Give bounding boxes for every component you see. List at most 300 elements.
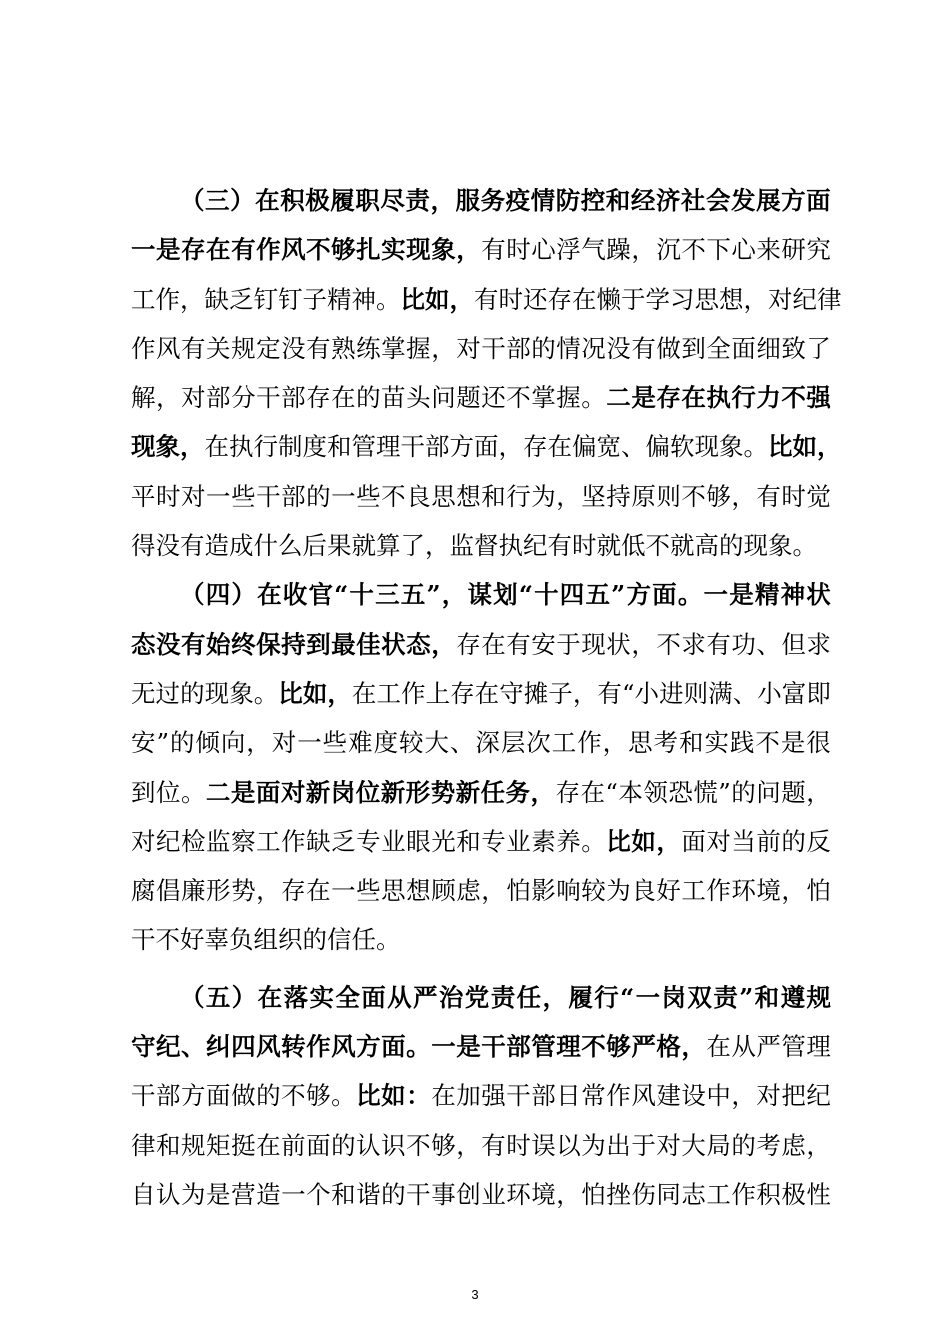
text-line bbox=[131, 1121, 831, 1170]
text-char: 不 bbox=[506, 383, 531, 413]
bold-char: 极 bbox=[305, 186, 330, 215]
text-char: 的 bbox=[781, 826, 806, 856]
bold-char: 谋 bbox=[467, 580, 492, 610]
text-char: 够 bbox=[306, 1081, 331, 1111]
bold-char: 服 bbox=[455, 186, 481, 215]
bold-char: 有 bbox=[181, 629, 206, 659]
text-char: 执 bbox=[498, 531, 523, 561]
text-char: 时 bbox=[498, 284, 523, 314]
text-char: 和 bbox=[481, 481, 506, 511]
bold-char: 始 bbox=[206, 629, 231, 659]
text-line bbox=[131, 422, 842, 471]
text-char: 富 bbox=[781, 678, 807, 708]
text-char: 握 bbox=[556, 383, 581, 413]
text-char: 倾 bbox=[195, 728, 220, 758]
text-char: 规 bbox=[231, 333, 256, 363]
text-char: 算 bbox=[376, 531, 401, 561]
text-line bbox=[131, 521, 831, 570]
bold-char: 四 bbox=[231, 1032, 256, 1062]
bold-char: 三 bbox=[205, 186, 230, 215]
text-char: 慌 bbox=[693, 777, 718, 807]
text-char: 究 bbox=[806, 235, 831, 265]
bold-char: 务 bbox=[505, 777, 531, 807]
text-char: 思 bbox=[381, 876, 406, 906]
bold-char: 扎 bbox=[356, 235, 381, 265]
text-char: 加 bbox=[456, 1081, 481, 1111]
text-char: 自 bbox=[131, 1179, 156, 1209]
bold-char: ， bbox=[456, 235, 481, 265]
bold-char: 格 bbox=[656, 1032, 681, 1062]
text-char: 安 bbox=[531, 629, 556, 659]
text-char: 的 bbox=[731, 1130, 756, 1160]
text-char: 在 bbox=[481, 629, 506, 659]
text-line bbox=[131, 176, 831, 225]
bold-char: 态 bbox=[131, 629, 156, 659]
text-char: 信 bbox=[327, 925, 352, 955]
text-char: 不 bbox=[681, 481, 706, 511]
text-char: 研 bbox=[781, 235, 806, 265]
text-char: 作 bbox=[401, 678, 426, 708]
text-char: ， bbox=[481, 876, 506, 906]
text-char: 到 bbox=[131, 777, 156, 807]
text-char: 风 bbox=[631, 1081, 656, 1111]
text-char: 为 bbox=[181, 1179, 206, 1209]
text-char: 不 bbox=[656, 629, 681, 659]
text-char: 工 bbox=[131, 284, 156, 314]
text-char: 出 bbox=[606, 1130, 631, 1160]
bold-char: 管 bbox=[531, 1032, 556, 1062]
bold-char: 疫 bbox=[505, 186, 531, 215]
text-char: 细 bbox=[756, 333, 781, 363]
text-char: 事 bbox=[431, 1179, 456, 1209]
text-char: 矩 bbox=[206, 1130, 231, 1160]
text-char: 干 bbox=[481, 333, 506, 363]
text-char: 乏 bbox=[331, 826, 356, 856]
text-char: 偏 bbox=[645, 432, 670, 462]
bold-char: “ bbox=[620, 982, 635, 1012]
bold-char: 控 bbox=[580, 186, 606, 215]
bold-char: 五 bbox=[400, 580, 426, 610]
text-char: 层 bbox=[500, 728, 526, 758]
text-char: 么 bbox=[278, 531, 303, 561]
text-char: ， bbox=[572, 678, 598, 708]
text-char: 解 bbox=[131, 383, 156, 413]
bold-char: ， bbox=[430, 186, 455, 215]
text-char: ， bbox=[256, 876, 281, 906]
text-char: 的 bbox=[381, 1179, 406, 1209]
text-char: 管 bbox=[351, 432, 376, 462]
bold-char: 岗 bbox=[661, 982, 687, 1012]
text-char: 作 bbox=[281, 826, 306, 856]
text-char: 有 bbox=[756, 481, 781, 511]
text-char: 求 bbox=[681, 629, 706, 659]
text-char: 握 bbox=[406, 333, 431, 363]
text-char: 践 bbox=[729, 728, 755, 758]
text-char: 一 bbox=[331, 481, 356, 511]
text-char: 方 bbox=[449, 432, 474, 462]
text-char: 好 bbox=[656, 876, 681, 906]
bold-char: ） bbox=[231, 982, 257, 1012]
bold-char: 现 bbox=[131, 432, 156, 462]
text-char: 怕 bbox=[581, 1179, 606, 1209]
text-char: 养 bbox=[556, 826, 581, 856]
text-char: 难 bbox=[348, 728, 373, 758]
bold-char: 守 bbox=[131, 1032, 156, 1062]
text-char: 营 bbox=[231, 1179, 256, 1209]
text-char: 神 bbox=[351, 284, 376, 314]
text-char: 有 bbox=[597, 678, 622, 708]
text-char: 。 bbox=[253, 678, 279, 708]
bold-char: 划 bbox=[493, 580, 518, 610]
text-char: 谐 bbox=[356, 1179, 381, 1209]
text-char: 定 bbox=[256, 333, 281, 363]
text-char: 虑 bbox=[781, 1130, 806, 1160]
text-char: 环 bbox=[506, 1179, 531, 1209]
text-char: 对 bbox=[181, 383, 206, 413]
text-char: 于 bbox=[556, 629, 581, 659]
bold-char: 比 bbox=[278, 678, 303, 708]
text-char: 够 bbox=[431, 1130, 456, 1160]
bold-char: 经 bbox=[630, 186, 656, 215]
text-char: 现 bbox=[581, 629, 606, 659]
text-char: 有 bbox=[181, 333, 206, 363]
text-char: 个 bbox=[306, 1179, 331, 1209]
text-char: 思 bbox=[628, 728, 653, 758]
bold-char: 到 bbox=[306, 629, 331, 659]
bold-char: 对 bbox=[280, 777, 306, 807]
text-char: 过 bbox=[155, 678, 181, 708]
text-char: 还 bbox=[523, 284, 548, 314]
text-char: 则 bbox=[683, 678, 709, 708]
text-char: 则 bbox=[656, 481, 681, 511]
text-line bbox=[131, 225, 831, 274]
text-line bbox=[131, 620, 831, 669]
text-char: 习 bbox=[670, 284, 695, 314]
text-char: 纪 bbox=[523, 531, 548, 561]
bold-char: 和 bbox=[605, 186, 631, 215]
text-char: 题 bbox=[456, 383, 481, 413]
bold-char: 终 bbox=[231, 629, 256, 659]
bold-char: 是 bbox=[729, 580, 754, 610]
text-line bbox=[131, 866, 831, 915]
text-char: 钉 bbox=[278, 284, 303, 314]
text-char: 有 bbox=[547, 531, 572, 561]
text-char: 在 bbox=[572, 284, 597, 314]
text-char: 在 bbox=[204, 432, 229, 462]
bold-char: 势 bbox=[430, 777, 456, 807]
bold-char: 实 bbox=[381, 235, 406, 265]
text-char: 气 bbox=[581, 235, 606, 265]
text-char: ， bbox=[556, 1179, 581, 1209]
bold-char: 形 bbox=[405, 777, 431, 807]
text-char: 纪 bbox=[792, 284, 817, 314]
text-char: 想 bbox=[456, 481, 481, 511]
text-char: 子 bbox=[548, 678, 573, 708]
text-char: 求 bbox=[806, 629, 831, 659]
text-char: 极 bbox=[781, 1179, 806, 1209]
text-char: “ bbox=[605, 777, 618, 807]
bold-char: 在 bbox=[681, 383, 706, 413]
text-char: 心 bbox=[531, 235, 556, 265]
bold-char: （ bbox=[180, 186, 205, 215]
bold-char: ， bbox=[431, 629, 456, 659]
text-char: 头 bbox=[406, 383, 431, 413]
text-char: 面 bbox=[474, 432, 499, 462]
text-char: 干 bbox=[506, 1081, 531, 1111]
text-char: 。 bbox=[743, 432, 768, 462]
text-char: 后 bbox=[302, 531, 327, 561]
bold-char: 方 bbox=[781, 186, 806, 215]
bold-char: 比 bbox=[768, 432, 793, 462]
text-char: 守 bbox=[499, 678, 524, 708]
text-char: 不 bbox=[381, 481, 406, 511]
text-char: 。 bbox=[581, 383, 606, 413]
text-char: 虑 bbox=[456, 876, 481, 906]
text-char: 势 bbox=[231, 876, 256, 906]
text-char: 有 bbox=[474, 284, 499, 314]
text-char: 躁 bbox=[606, 235, 631, 265]
text-char: 对 bbox=[181, 481, 206, 511]
text-char: 度 bbox=[373, 728, 399, 758]
bold-char: 纪 bbox=[156, 1032, 181, 1062]
text-char: 创 bbox=[456, 1179, 481, 1209]
text-char: 认 bbox=[356, 1130, 381, 1160]
bold-char: 严 bbox=[631, 1032, 656, 1062]
bold-char: 不 bbox=[306, 235, 331, 265]
text-char: 。 bbox=[376, 925, 401, 955]
bold-char: 二 bbox=[205, 777, 231, 807]
text-char: 在 bbox=[331, 383, 356, 413]
text-char: 业 bbox=[506, 826, 531, 856]
text-char: 干 bbox=[131, 1081, 156, 1111]
bold-char: 务 bbox=[480, 186, 506, 215]
text-char: 作 bbox=[131, 333, 156, 363]
text-line bbox=[131, 817, 831, 866]
text-char: 存 bbox=[555, 777, 580, 807]
text-char: ， bbox=[180, 284, 205, 314]
text-char: 大 bbox=[681, 1130, 706, 1160]
bold-char: 比 bbox=[356, 1081, 381, 1111]
text-char: 什 bbox=[253, 531, 278, 561]
bold-char: 责 bbox=[490, 982, 516, 1012]
bold-char: ， bbox=[817, 432, 842, 462]
text-char: 织 bbox=[278, 925, 303, 955]
text-char: 恐 bbox=[668, 777, 693, 807]
bold-char: 。 bbox=[406, 1032, 431, 1062]
text-char: ， bbox=[556, 481, 581, 511]
text-char: 对 bbox=[706, 826, 731, 856]
text-char: 为 bbox=[606, 876, 631, 906]
bold-char: 最 bbox=[331, 629, 356, 659]
text-char: 。 bbox=[331, 1081, 356, 1111]
text-char: ， bbox=[431, 333, 456, 363]
bold-char: 一 bbox=[431, 1032, 456, 1062]
bold-char: ， bbox=[542, 982, 567, 1012]
text-char: 在 bbox=[547, 432, 572, 462]
text-char: ” bbox=[156, 728, 169, 758]
bold-char: 面 bbox=[806, 186, 831, 215]
text-char: 以 bbox=[556, 1130, 581, 1160]
text-char: 于 bbox=[621, 284, 646, 314]
bold-char: 比 bbox=[606, 826, 631, 856]
text-char: 眼 bbox=[406, 826, 431, 856]
text-char: 对 bbox=[756, 1081, 781, 1111]
bold-char: 在 bbox=[255, 186, 280, 215]
bold-char: 从 bbox=[387, 982, 412, 1012]
bold-char: 责 bbox=[713, 982, 738, 1012]
text-char: 在 bbox=[431, 1081, 456, 1111]
text-char: 些 bbox=[356, 481, 381, 511]
text-char: 的 bbox=[331, 1130, 356, 1160]
text-char: 较 bbox=[581, 876, 606, 906]
bold-char: ， bbox=[449, 284, 474, 314]
text-char: 进 bbox=[659, 678, 684, 708]
text-char: 平 bbox=[131, 481, 156, 511]
text-char: 挺 bbox=[231, 1130, 256, 1160]
text-char: ， bbox=[602, 728, 628, 758]
bold-char: 新 bbox=[305, 777, 331, 807]
text-char: 不 bbox=[645, 531, 670, 561]
text-char: 觉 bbox=[806, 481, 831, 511]
bold-char: 是 bbox=[631, 383, 656, 413]
bold-char: 一 bbox=[703, 580, 728, 610]
bold-char: 方 bbox=[626, 580, 651, 610]
document-body bbox=[131, 176, 842, 1219]
text-char: 了 bbox=[806, 333, 831, 363]
text-char: 执 bbox=[229, 432, 254, 462]
text-char: 够 bbox=[706, 481, 731, 511]
text-line bbox=[131, 669, 831, 718]
bold-char: 在 bbox=[257, 580, 282, 610]
text-char: 伤 bbox=[631, 1179, 656, 1209]
text-char: 工 bbox=[376, 678, 401, 708]
bold-char: 全 bbox=[335, 982, 360, 1012]
text-char: 形 bbox=[206, 876, 231, 906]
text-char: 象 bbox=[719, 432, 744, 462]
text-char: 检 bbox=[181, 826, 206, 856]
text-char: 在 bbox=[351, 678, 377, 708]
bold-char: ， bbox=[180, 432, 205, 462]
text-char: 影 bbox=[531, 876, 556, 906]
text-char: 致 bbox=[781, 333, 806, 363]
text-char: 但 bbox=[781, 629, 806, 659]
text-char: 子 bbox=[302, 284, 327, 314]
text-char: 一 bbox=[206, 481, 231, 511]
text-char: 不 bbox=[755, 728, 780, 758]
bold-char: 岗 bbox=[330, 777, 356, 807]
text-char: 实 bbox=[704, 728, 729, 758]
text-char: 辜 bbox=[204, 925, 229, 955]
text-char: 纪 bbox=[806, 1081, 831, 1111]
bold-char: ” bbox=[426, 580, 441, 610]
text-char: 挫 bbox=[606, 1179, 631, 1209]
bold-char: ： bbox=[406, 1081, 431, 1111]
text-char: 造 bbox=[204, 531, 229, 561]
text-char: 造 bbox=[256, 1179, 281, 1209]
text-char: 宽 bbox=[596, 432, 621, 462]
text-char: 对 bbox=[456, 333, 481, 363]
text-char: 掌 bbox=[531, 383, 556, 413]
text-char: 不 bbox=[681, 235, 706, 265]
bold-char: 状 bbox=[806, 580, 831, 610]
text-char: 方 bbox=[181, 1081, 206, 1111]
text-char: 部 bbox=[281, 383, 306, 413]
text-char: 情 bbox=[556, 333, 581, 363]
text-char: 想 bbox=[406, 876, 431, 906]
bold-char: 是 bbox=[456, 1032, 481, 1062]
bold-char: “ bbox=[334, 580, 349, 610]
bold-char: 五 bbox=[585, 580, 610, 610]
text-char: 怕 bbox=[806, 876, 831, 906]
text-char: 些 bbox=[356, 876, 381, 906]
text-char: 有 bbox=[706, 629, 731, 659]
text-char: 无 bbox=[131, 678, 156, 708]
text-char: 业 bbox=[381, 826, 406, 856]
text-char: ， bbox=[806, 1130, 831, 1160]
text-char: 即 bbox=[806, 678, 831, 708]
bold-char: 一 bbox=[131, 235, 156, 265]
text-char: 缺 bbox=[306, 826, 331, 856]
text-char: 的 bbox=[731, 777, 756, 807]
text-char: 的 bbox=[306, 481, 331, 511]
text-char: 高 bbox=[694, 531, 719, 561]
text-char: 作 bbox=[706, 876, 731, 906]
text-char: 局 bbox=[706, 1130, 731, 1160]
text-char: 现 bbox=[694, 432, 719, 462]
bold-char: 持 bbox=[281, 629, 306, 659]
bold-char: 尽 bbox=[380, 186, 405, 215]
bold-char: 佳 bbox=[356, 629, 381, 659]
text-char: 好 bbox=[180, 925, 205, 955]
text-char: 偏 bbox=[572, 432, 597, 462]
bold-char: 风 bbox=[331, 1032, 356, 1062]
text-char: ， bbox=[456, 1130, 481, 1160]
text-line bbox=[131, 1170, 831, 1219]
text-char: 思 bbox=[694, 284, 719, 314]
text-line bbox=[131, 570, 831, 619]
text-char: 全 bbox=[706, 333, 731, 363]
text-char: 的 bbox=[719, 531, 744, 561]
bold-char: 如 bbox=[302, 678, 328, 708]
text-char: 缺 bbox=[204, 284, 229, 314]
text-char: 对 bbox=[131, 826, 156, 856]
text-char: 还 bbox=[481, 383, 506, 413]
text-char: 有 bbox=[481, 235, 506, 265]
bold-char: 四 bbox=[559, 580, 585, 610]
text-char: 作 bbox=[606, 1081, 631, 1111]
text-char: 考 bbox=[653, 728, 679, 758]
text-char: 识 bbox=[381, 1130, 406, 1160]
text-char: ， bbox=[498, 432, 523, 462]
bold-char: 保 bbox=[256, 629, 281, 659]
text-char: 小 bbox=[757, 678, 782, 708]
text-char: 现 bbox=[743, 531, 768, 561]
text-char: 没 bbox=[155, 531, 180, 561]
text-char: 不 bbox=[281, 1081, 306, 1111]
bold-char: 在 bbox=[257, 982, 283, 1012]
bold-char: 任 bbox=[480, 777, 506, 807]
text-char: 良 bbox=[406, 481, 431, 511]
text-char: 些 bbox=[322, 728, 348, 758]
text-char: 顾 bbox=[431, 876, 456, 906]
text-char: 问 bbox=[756, 777, 781, 807]
bold-char: 遵 bbox=[780, 982, 806, 1012]
text-char: 前 bbox=[756, 826, 781, 856]
text-char: 环 bbox=[731, 876, 756, 906]
text-char: ” bbox=[718, 777, 731, 807]
bold-char: 严 bbox=[413, 982, 438, 1012]
text-char: 工 bbox=[551, 728, 577, 758]
